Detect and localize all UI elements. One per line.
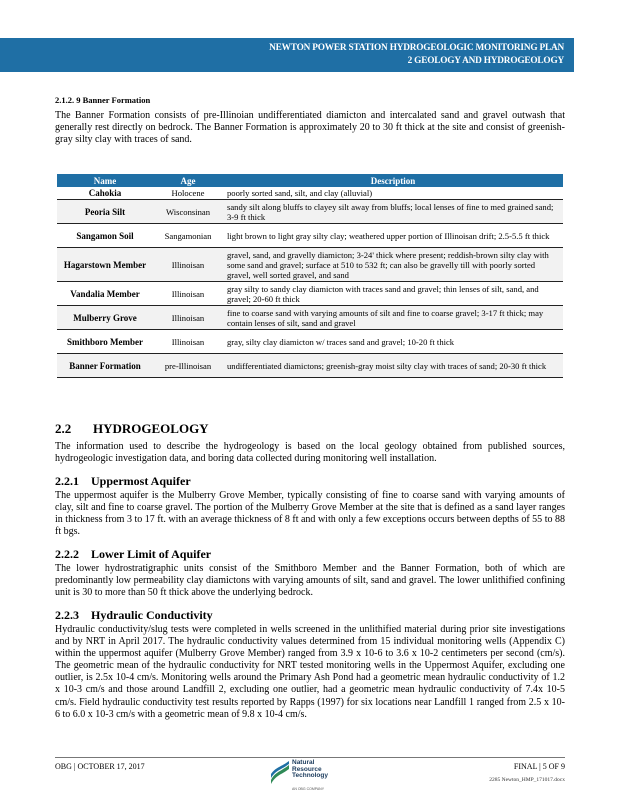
unit-age: Illinoisan [153, 306, 223, 330]
table-row [57, 200, 563, 224]
table-row [57, 306, 563, 330]
footer-page-number: FINAL | 5 OF 9 [513, 762, 565, 771]
unit-description: gray silty to sandy clay diamicton with traces sand and gravel; thin lenses of silt, sand, and gravel; 20-60 ft thick [223, 282, 563, 306]
unit-age: Illinoisan [153, 248, 223, 282]
logo-subtext: AN OBG COMPANY [292, 787, 325, 791]
col-age-header: Age [153, 174, 223, 187]
hydrogeology-heading [55, 421, 209, 437]
banner-heading: 2.1.2. 9 Banner Formation [55, 95, 151, 105]
table-row [57, 354, 563, 378]
footer-rule [55, 757, 565, 758]
unit-age: Illinoisan [153, 330, 223, 354]
unit-age: Sangamonian [153, 224, 223, 248]
uppermost-aquifer-heading [55, 474, 191, 489]
col-description-header: Description [223, 174, 563, 187]
unit-description: gravel, sand, and gravelly diamicton; 3-24' thick where present; reddish-brown silty clay with some sand and gravel; surface at 510 to 532 ft; can also be gravelly till with poorly sorted gravel, well sorted gravel, and sand [223, 248, 563, 282]
unit-name: Banner Formation [57, 354, 153, 378]
lower-limit-number: 2.2.2 [55, 547, 79, 561]
table-row [57, 224, 563, 248]
stratigraphy-table [57, 174, 563, 378]
table-row [57, 330, 563, 354]
banner-paragraph: The Banner Formation consists of pre-Illinoian undifferentiated diamicton and intercalated sand and gravel outwash that generally rest directly on bedrock. The Banner Formation is approximately 20 to 30 ft thick at the site and consist of greenish-gray silty clay with traces of sand. [55, 110, 565, 146]
unit-name: Smithboro Member [57, 330, 153, 354]
hydraulic-conductivity-paragraph: Hydraulic conductivity/slug tests were completed in wells screened in the unlithified material during prior site investigations and by NRT in April 2017. The hydraulic conductivity values determined from 15 individual monitoring wells (Appendix C) within the uppermost aquifer (Mulberry Grove Member) ranged from 3.9 x 10-6 to 3.6 x 10-2 centimeters per second (cm/s). The geometric mean of the hydraulic conductivity for NRT tested monitoring wells in the Uppermost Aquifer, excluding one outlier, is 2.5x 10-4 cm/s. Monitoring wells around the Primary Ash Pond had a geometric mean hydraulic conductivity of 1.2 x 10-3 cm/s and those around Landfill 2, excluding one outlier, had a geometric mean hydraulic conductivity of 7.4x 10-5 cm/s. Field hydraulic conductivity test results reported by Rapps (1997) for six locations near Landfill 1 ranged from 2.5 x 10-6 to 6.0 x 10-3 cm/s with a geometric mean of 9.8 x 10-4 cm/s. [55, 624, 565, 720]
unit-name: Sangamon Soil [57, 224, 153, 248]
unit-age: pre-Illinoisan [153, 354, 223, 378]
lower-limit-title: Lower Limit of Aquifer [91, 547, 212, 561]
hydrogeology-paragraph: The information used to describe the hydrogeology is based on the local geology obtained from published sources, hydrogeologic investigation data, and boring data collected during monitoring well installation. [55, 441, 565, 465]
unit-description: gray, silty clay diamicton w/ traces sand and gravel; 10-20 ft thick [223, 330, 563, 354]
uppermost-aquifer-number: 2.2.1 [55, 474, 79, 488]
lower-limit-paragraph: The lower hydrostratigraphic units consist of the Smithboro Member and the Banner Formation, both of which are predominantly low permeability clay diamictons with varying amounts of silt, sand and gravel. The lower unlithified confining unit is 30 to more than 50 ft thick above the underlying bedrock. [55, 563, 565, 599]
table-row [57, 282, 563, 306]
unit-age: Illinoisan [153, 282, 223, 306]
footer-date: OBG | OCTOBER 17, 2017 [55, 762, 145, 771]
unit-name: Mulberry Grove [57, 306, 153, 330]
unit-name: Hagarstown Member [57, 248, 153, 282]
footer-filename: 2285 Newton_HMP_171017.docx [489, 777, 565, 783]
unit-description: fine to coarse sand with varying amounts of silt and fine to coarse gravel; 3-17 ft thick; may contain lenses of silt, sand and gravel [223, 306, 563, 330]
col-name-header: Name [57, 174, 153, 187]
table-header-row [57, 174, 563, 187]
hydraulic-conductivity-heading [55, 608, 213, 623]
hydrogeology-number: 2.2 [55, 421, 72, 436]
header-bar [0, 38, 574, 72]
header-title: NEWTON POWER STATION HYDROGEOLOGIC MONITORING PLAN [269, 43, 564, 53]
table-row [57, 248, 563, 282]
hydraulic-conductivity-title: Hydraulic Conductivity [91, 608, 213, 622]
unit-name: Cahokia [57, 187, 153, 200]
lower-limit-heading [55, 547, 211, 562]
unit-name: Vandalia Member [57, 282, 153, 306]
unit-description: undifferentiated diamictons; greenish-gray moist silty clay with traces of sand; 20-30 ft thick [223, 354, 563, 378]
logo-text: Natural Resource Technology [292, 759, 328, 780]
hydraulic-conductivity-number: 2.2.3 [55, 608, 79, 622]
table-row [57, 187, 563, 200]
logo-wave-icon [270, 760, 290, 786]
company-logo [270, 760, 342, 794]
unit-description: poorly sorted sand, silt, and clay (alluvial) [223, 187, 563, 200]
unit-description: sandy silt along bluffs to clayey silt away from bluffs; local lenses of fine to med grained sand; 3-9 ft thick [223, 200, 563, 224]
header-section: 2 GEOLOGY AND HYDROGEOLOGY [407, 56, 564, 66]
uppermost-aquifer-title: Uppermost Aquifer [91, 474, 191, 488]
unit-age: Holocene [153, 187, 223, 200]
unit-age: Wisconsinan [153, 200, 223, 224]
unit-description: light brown to light gray silty clay; weathered upper portion of Illinoisan drift; 2.5-5.5 ft thick [223, 224, 563, 248]
uppermost-aquifer-paragraph: The uppermost aquifer is the Mulberry Grove Member, typically consisting of fine to coarse sand with varying amounts of clay, silt and fine to coarse gravel. The portion of the Mulberry Grove Member at the site that is defined as a sand layer ranges in thickness from 3 to 17 ft. with an average thickness of 8 ft and with only a few exceptions occurs between depths of 55 to 88 ft bgs. [55, 490, 565, 538]
unit-name: Peoria Silt [57, 200, 153, 224]
hydrogeology-title: HYDROGEOLOGY [93, 421, 209, 436]
